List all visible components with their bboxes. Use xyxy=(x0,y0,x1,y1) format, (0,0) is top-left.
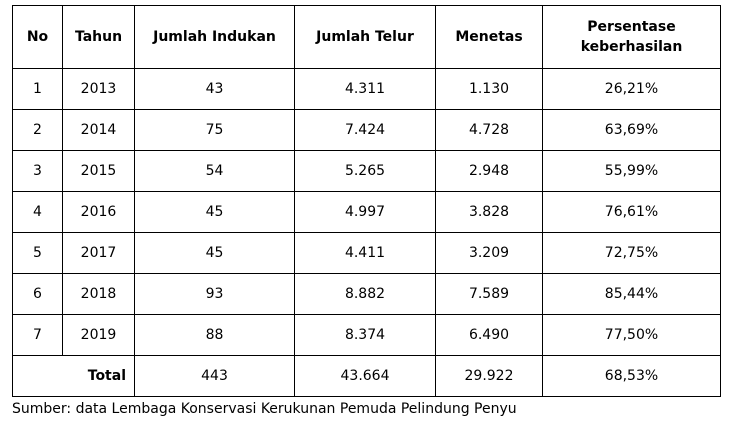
cell-no: 5 xyxy=(13,233,63,274)
cell-jumlah-telur: 8.882 xyxy=(295,274,436,315)
cell-jumlah-indukan: 43 xyxy=(135,69,295,110)
table-row xyxy=(13,192,721,233)
table-row xyxy=(13,274,721,315)
header-jumlah-indukan: Jumlah Indukan xyxy=(135,6,295,69)
cell-menetas: 2.948 xyxy=(436,151,543,192)
cell-no: 7 xyxy=(13,315,63,356)
total-menetas: 29.922 xyxy=(436,356,543,397)
cell-menetas: 7.589 xyxy=(436,274,543,315)
cell-jumlah-telur: 7.424 xyxy=(295,110,436,151)
hatching-data-table xyxy=(12,5,721,397)
table-row xyxy=(13,69,721,110)
source-note: Sumber: data Lembaga Konservasi Kerukunan Pemuda Pelindung Penyu xyxy=(12,401,517,417)
cell-jumlah-indukan: 54 xyxy=(135,151,295,192)
cell-jumlah-indukan: 75 xyxy=(135,110,295,151)
cell-tahun: 2015 xyxy=(63,151,135,192)
table-row xyxy=(13,110,721,151)
cell-no: 3 xyxy=(13,151,63,192)
cell-menetas: 3.209 xyxy=(436,233,543,274)
cell-tahun: 2013 xyxy=(63,69,135,110)
cell-jumlah-indukan: 45 xyxy=(135,192,295,233)
header-persentase: Persentase keberhasilan xyxy=(543,6,721,69)
cell-tahun: 2019 xyxy=(63,315,135,356)
cell-persentase: 72,75% xyxy=(543,233,721,274)
cell-menetas: 4.728 xyxy=(436,110,543,151)
cell-persentase: 55,99% xyxy=(543,151,721,192)
total-row xyxy=(13,356,721,397)
cell-persentase: 77,50% xyxy=(543,315,721,356)
header-tahun: Tahun xyxy=(63,6,135,69)
cell-jumlah-telur: 5.265 xyxy=(295,151,436,192)
cell-no: 1 xyxy=(13,69,63,110)
cell-persentase: 76,61% xyxy=(543,192,721,233)
table-row xyxy=(13,315,721,356)
cell-jumlah-telur: 4.311 xyxy=(295,69,436,110)
cell-jumlah-telur: 8.374 xyxy=(295,315,436,356)
cell-persentase: 26,21% xyxy=(543,69,721,110)
cell-menetas: 6.490 xyxy=(436,315,543,356)
cell-no: 4 xyxy=(13,192,63,233)
cell-persentase: 85,44% xyxy=(543,274,721,315)
total-jumlah-indukan: 443 xyxy=(135,356,295,397)
cell-tahun: 2016 xyxy=(63,192,135,233)
cell-jumlah-telur: 4.997 xyxy=(295,192,436,233)
total-jumlah-telur: 43.664 xyxy=(295,356,436,397)
cell-tahun: 2014 xyxy=(63,110,135,151)
header-menetas: Menetas xyxy=(436,6,543,69)
total-label: Total xyxy=(13,356,135,397)
cell-tahun: 2017 xyxy=(63,233,135,274)
header-no: No xyxy=(13,6,63,69)
cell-jumlah-indukan: 88 xyxy=(135,315,295,356)
table-row xyxy=(13,151,721,192)
cell-no: 6 xyxy=(13,274,63,315)
table-row xyxy=(13,233,721,274)
cell-menetas: 1.130 xyxy=(436,69,543,110)
cell-jumlah-telur: 4.411 xyxy=(295,233,436,274)
cell-jumlah-indukan: 45 xyxy=(135,233,295,274)
cell-no: 2 xyxy=(13,110,63,151)
cell-persentase: 63,69% xyxy=(543,110,721,151)
header-jumlah-telur: Jumlah Telur xyxy=(295,6,436,69)
table-header-row xyxy=(13,6,721,69)
cell-tahun: 2018 xyxy=(63,274,135,315)
cell-menetas: 3.828 xyxy=(436,192,543,233)
cell-jumlah-indukan: 93 xyxy=(135,274,295,315)
total-persentase: 68,53% xyxy=(543,356,721,397)
